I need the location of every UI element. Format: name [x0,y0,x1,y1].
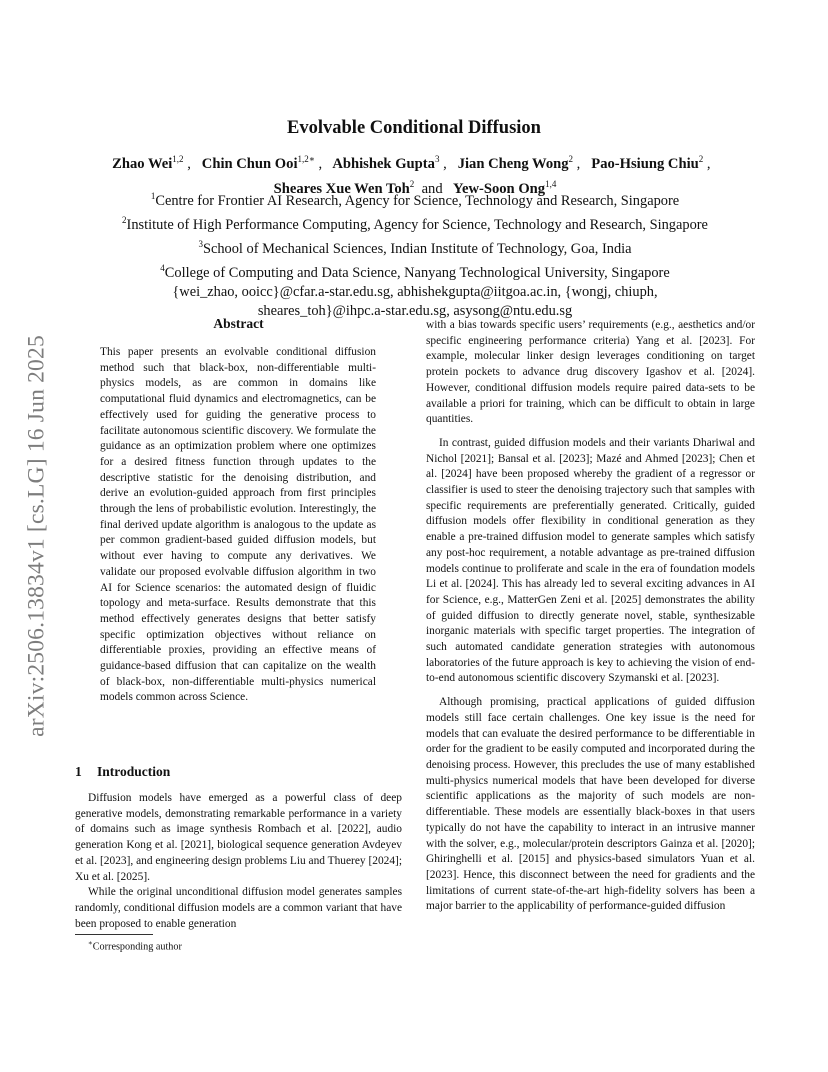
body-paragraph: While the original unconditional diffusion model generates samples randomly, conditional diffusion models are a common variant that have been proposed to enable generation [75,886,402,930]
email-line: {wei_zhao, ooicc}@cfar.a-star.edu.sg, abhishekgupta@iitgoa.ac.in, {wongj, chiuph, [172,284,658,300]
section-title: Introduction [97,764,171,779]
author-affiliation-mark: 2 [698,154,704,164]
body-paragraph: Diffusion models have emerged as a powerful class of deep generative models, demonstrating remarkable performance in a variety of domains such as image synthesis Rombach et al. [2022], audio generation Kong et al. [2021], biological sequence generation Avdeyev et al. [2023], and engineering design problems Liu and Thuerey [2024]; Xu et al. [2025]. [75,792,402,883]
author-name: Abhishek Gupta [332,155,435,172]
abstract-text: This paper presents an evolvable conditional diffusion method such that black-box, non-differentiable multi-physics models, as are common in domains like computational fluid dynamics and electromagnetics, can be effectively used for guiding the generative process to facilitate autonomous scientific discovery. We formulate the guidance as an optimization problem where one optimizes for a desired fitness function through updates to the descriptive statistic for the denoising distribution, and derive an evolution-guided approach from first principles through the lens of probabilistic evolution. Interestingly, the final derived update algorithm is analogous to the update as per common gradient-based guided diffusion models, but without ever having to compute any derivatives. We validate our proposed evolvable diffusion algorithm in two AI for Science scenarios: the automated design of fluidic topology and meta-surface. Results demonstrate that this method effectively generates designs that better satisfy specific optimization objectives without reliance on differentiable proxies, providing an effective means of guidance-based diffusion that can capitalize on the wealth of black-box, non-differentiable multi-physics numerical models common across Science. [100,346,376,704]
footnote-divider [75,934,153,935]
author-name: Jian Cheng Wong [457,155,569,172]
author-affiliation-mark: 1,4 [545,178,557,189]
author-affiliation-mark: 1,2∗ [297,154,315,164]
right-column-body [426,318,755,915]
abstract-heading: Abstract [213,316,264,331]
author-name: Yew-Soon Ong [453,180,546,197]
paper-title: Evolvable Conditional Diffusion [287,118,541,138]
author-name: Pao-Hsiung Chiu [591,155,699,172]
section-number: 1 [75,764,82,779]
affiliation-line: $^4$College of Computing and Data Science, Nanyang Technological University, Singapore [160,263,670,281]
author-affiliation-mark: 2 [568,154,574,164]
affiliation-line: $^2$Institute of High Performance Computing, Agency for Science, Technology and Research, Singapore [122,215,708,233]
affiliation-line: $^1$Centre for Frontier AI Research, Agency for Science, Technology and Research, Singapore [150,191,680,209]
author-name: Chin Chun Ooi [201,155,298,172]
email-line: sheares_toh}@ihpc.a-star.edu.sg, asysong@ntu.edu.sg [257,303,573,320]
footnote [88,939,182,952]
author-affiliation-mark: 1,2 [172,154,184,164]
affiliation-block [60,187,770,321]
arxiv-identifier-text: arXiv:2506.13834v1 [cs.LG] 16 Jun 2025 [23,335,50,737]
author-list: Zhao Wei$^{1,2}$ , Chin Chun Ooi$^{1,2∗}$ , Abhishek Gupta$^3$ , Jian Cheng Wong$^2$ , Pao-Hsiung Chiu$^2$ , Sheares Xue Wen Toh$^2$ and Yew-Soon Ong$^{1,4}$ [112,154,718,197]
footnote-text: Corresponding author [92,941,182,953]
author-name: Zhao Wei [112,155,173,172]
body-paragraph: Although promising, practical applications of guided diffusion models still face certain challenges. One key issue is the need for models that can evaluate the desired performance to be differentiable in order for the gradient to be easily computed and incorporated during the denoising process. However, this precludes the use of many established multi-physics numerical models that have been developed for diverse scientific applications as the majority of such models are non-differentiable. These models are essentially black-boxes in that users typically do not have the capability to interact in an intrusive manner with the solver, e.g., molecular/protein descriptors Gainza et al. [2020]; Ghiringhelli et al. [2015] and physics-based simulators Yuan et al. [2023]. Hence, this disconnect between the need for gradients and the limitations of current state-of-the-art high-fidelity solvers has been a major barrier to the applicability of performance-guided diffusion [426,696,755,913]
affiliation-line: $^3$School of Mechanical Sciences, Indian Institute of Technology, Goa, India [198,239,632,257]
author-affiliation-mark: 3 [434,154,440,164]
body-paragraph: In contrast, guided diffusion models and their variants Dhariwal and Nichol [2021]; Bansal et al. [2023]; Mazé and Ahmed [2023]; Chen et al. [2024] have been proposed whereby the gradient of a regressor or classifier is used to steer the denoising trajectory such that samples with specific requirements are preferentially generated. Critically, guided diffusion models offer flexibility in conditional generation as they enable a pre-trained diffusion model to generate samples which satisfy any post-hoc requirement, a notable advantage as pre-trained diffusion models continue to proliferate and scale in the era of foundation models Li et al. [2024]. This has already led to several exciting advances in AI for Science, e.g., MatterGen Zeni et al. [2025] demonstrates the ability of guided diffusion to directly generate novel, stable, synthesizable inorganic materials with specific target properties. The integration of such automated candidate generation strategies with autonomous laboratories of the future approach is key to achieving the vision of end-to-end autonomous scientific discovery Szymanski et al. [2023]. [426,436,755,685]
section-heading [75,764,170,780]
author-name: Sheares Xue Wen Toh [273,180,410,197]
author-affiliation-mark: 2 [409,178,415,189]
footnote-mark: ∗ [88,939,93,947]
arxiv-identifier-sidebar [22,305,52,767]
body-paragraph: with a bias towards specific users’ requirements (e.g., aesthetics and/or specific engineering performance criteria) Yang et al. [2023]. For example, molecular linker design leverages conditioning on target protein pockets to advance drug discovery Igashov et al. [2024]. However, conditional diffusion models require paired data-sets to be available a priori for training, which can be difficult to obtain in large quantities. [426,319,755,426]
left-column-body [75,791,402,932]
